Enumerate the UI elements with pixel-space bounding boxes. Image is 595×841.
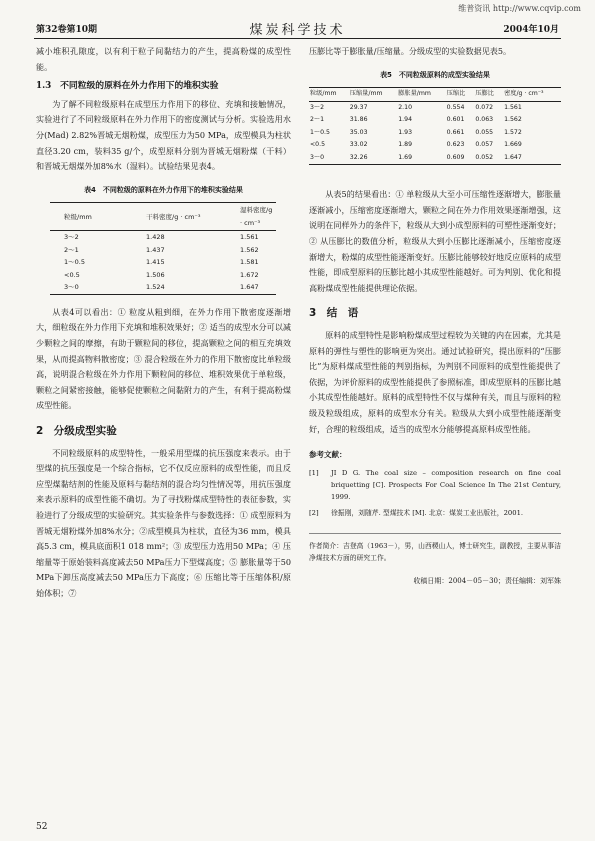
table-cell: 33.02: [349, 141, 368, 149]
volume-label: 第32卷第10期: [36, 25, 98, 35]
table-cell: 3～0: [50, 281, 126, 294]
table-cell: 0.057: [475, 141, 494, 149]
table-cell: 1～0.5: [310, 128, 330, 136]
table4-discussion: 从表4可以看出：① 粒度从粗到细，在外力作用下散密度逐渐增大，细粒级在外力作用下充填和堆积效果好；② 适当的成型水分可以减少颗粒之间的摩擦，有助于颗粒间的移位，提高颗粒之间的相互充填效果，从而提高物料散密度；③ 混合粒级在外力的作用下散密度比单粒级高，说明混合粒级在外力作用下颗粒间的移位、堆积效果优于单粒级，颗粒之间紧密接触，能够促使颗粒之间黏附力的产生，有利于提高粉煤成型性能。: [36, 306, 291, 411]
table-cell: 31.86: [349, 116, 368, 124]
table-cell: <0.5: [310, 141, 326, 149]
section-2-paragraph: 不同粒级原料的成型特性，一般采用型煤的抗压强度来表示。由于型煤的抗压强度是一个综合指标，它不仅反应原料的成型性能，而且反应型煤黏结剂的性能及原料与黏结剂的混合均匀性情况等，用抗压强度来表示原料的成型性能不确切。为了寻找粉煤成型特性的表征参数，实验进行了分级成型的实验研究。其实验条件与参数选择：① 成型原料为晋城无烟粉煤外加8%水分；②成型模具为柱状，直径为36 mm，模具高5.3 cm，模具底面积1 018 mm²；③ 成型压力选用50 MPa；④ 压缩量等于原始装料高度减去50 MPa压力下型煤高度；⑤ 膨胀量等于50 MPa下卸压高度减去50 MPa压力下高度；⑥ 压缩比等于压缩体积/原始体积；⑦: [36, 447, 291, 598]
table-cell: 1.428: [146, 233, 165, 242]
continuation-paragraph: 压膨比等于膨胀量/压缩量。分级成型的实验数据见表5。: [309, 46, 512, 56]
table-row: [309, 127, 561, 140]
table-cell: 2.10: [398, 103, 413, 111]
table-cell: 1.506: [146, 270, 165, 279]
table-cell: <0.5: [64, 270, 80, 279]
table-cell: 1.562: [504, 116, 522, 124]
table-cell: 1.672: [240, 270, 259, 279]
watermark: 维普资讯 http://www.cqvip.com: [458, 4, 581, 13]
table-cell: 1.89: [398, 141, 413, 149]
table-cell: 1.415: [146, 258, 165, 267]
table5-header: 压缩比: [446, 88, 475, 102]
table5-header: 膨胀量/mm: [397, 88, 445, 102]
table-cell: 3～2: [64, 233, 79, 242]
table-cell: 1.93: [398, 128, 413, 136]
table-cell: 0.609: [446, 152, 475, 165]
table-cell: 32.26: [349, 152, 397, 165]
table-cell: 29.37: [349, 103, 368, 111]
table-cell: 1.647: [238, 281, 276, 294]
table-cell: 0.052: [474, 152, 503, 165]
table-cell: 1.669: [504, 141, 522, 149]
table-cell: 0.661: [446, 128, 465, 136]
table-cell: 1.524: [126, 281, 238, 294]
table-cell: 1.647: [503, 152, 561, 165]
received-date: 收稿日期：2004－05－30；责任编辑：刘军姝: [413, 576, 561, 585]
journal-title: 煤炭科学技术: [249, 23, 346, 38]
issue-date: 2004年10月: [503, 25, 559, 35]
left-column: [36, 44, 291, 602]
section-1-3-paragraph: 为了解不同粒级原料在成型压力作用下的移位、充填和接触情况，实验进行了不同粒级原料在外力作用下的密度测试与分析。实验选用水分(Mad) 2.82%晋城无烟粉煤，成型压力为50 MPa，成型模具为柱状直径3.20 cm，装料35 g/个，成型原料分别为晋城无烟粉煤（干料）和晋城无烟煤外加8%水（湿料）。试验结果见表4。: [36, 98, 291, 172]
table-row: [50, 244, 276, 257]
table-row: [50, 269, 276, 282]
table-cell: 1.437: [146, 245, 165, 254]
table-cell: 2～1: [310, 116, 325, 124]
table4: [50, 202, 276, 295]
table-row: [50, 256, 276, 269]
table5-header: 粒级/mm: [309, 88, 349, 102]
section-2-heading: 2 分级成型实验: [36, 425, 117, 437]
table-row: [309, 139, 561, 152]
reference-item: [309, 507, 561, 519]
table5-header: 压缩量/mm: [349, 88, 397, 102]
reference-item: [309, 467, 561, 503]
page-number: 52: [36, 822, 48, 832]
table-cell: 0.554: [446, 103, 465, 111]
table-cell: 0.601: [446, 116, 465, 124]
author-bio: 作者简介：吉登高（1963－），男，山西稷山人，博士研究生，副教授，主要从事洁净煤技术方面的研究工作。: [309, 533, 561, 564]
table5-discussion: 从表5的结果看出：① 单粒级从大至小可压缩性逐渐增大，膨胀量逐渐减小，压缩密度逐渐增大，颗粒之间在外力作用效果逐渐增强，这说明在同样外力的条件下，粒级从大到小成型原料的可塑性逐渐变好；② 从压膨比的数值分析，粒级从大到小压膨比逐渐减小，压缩密度逐渐增大，粉煤的成型性能逐渐变好。压膨比能够较好地反应原料的成型性能，即成型原料的压膨比越小其成型性能越好。可为判别、优化和提高粉煤成型性能提供理论依据。: [309, 189, 561, 293]
table-cell: 1.561: [504, 103, 522, 111]
table4-caption: 表4 不同粒级的原料在外力作用下的堆积实验结果: [84, 185, 243, 194]
table-cell: 0.072: [475, 103, 494, 111]
reference-text: 徐振刚，刘随芹. 型煤技术 [M]. 北京：煤炭工业出版社，2001.: [331, 508, 524, 517]
table-cell: 0.063: [475, 116, 494, 124]
reference-number: [1]: [309, 468, 319, 477]
table4-header: 粒级/mm: [50, 203, 126, 231]
table-cell: 1～0.5: [64, 258, 85, 267]
table-cell: 1.572: [504, 128, 522, 136]
table4-header: 湿料密度/g · cm⁻³: [238, 203, 276, 231]
reference-number: [2]: [309, 508, 319, 517]
table-cell: 1.94: [398, 116, 413, 124]
table-cell: 35.03: [349, 128, 368, 136]
table4-header: 干料密度/g · cm⁻³: [126, 203, 238, 231]
table5-header: 压膨比: [474, 88, 503, 102]
table-cell: 1.561: [240, 233, 259, 242]
intro-paragraph: 减小堆积孔隙度，以有利于粒子间黏结力的产生，提高粉煤的成型性能。: [36, 46, 291, 72]
table-cell: 1.69: [397, 152, 445, 165]
table-row: [309, 101, 561, 114]
references-title: 参考文献：: [309, 450, 347, 460]
reference-text: JI D G. The coal size – composition research on fine coal briquetting [C]. Prospects For Coal Science In The 21st Century, 1999.: [331, 468, 561, 501]
section-1-3-heading: 1.3 不同粒级的原料在外力作用下的堆积实验: [36, 81, 219, 92]
table-row: [309, 152, 561, 165]
table-cell: 3～0: [309, 152, 349, 165]
table-cell: 3～2: [310, 103, 325, 111]
table5-caption: 表5 不同粒级原料的成型实验结果: [380, 70, 490, 79]
table-row: [50, 281, 276, 294]
table5: [309, 87, 561, 165]
table-cell: 0.623: [446, 141, 465, 149]
header-rule: [34, 38, 561, 39]
table-cell: 2～1: [64, 245, 79, 254]
table-cell: 0.055: [475, 128, 494, 136]
table-cell: 1.581: [240, 258, 259, 267]
conclusion-paragraph: 原料的成型特性是影响粉煤成型过程较为关键的内在因素，尤其是原料的弹性与塑性的影响更为突出。通过试验研究，提出原料的“压膨比”为原料煤成型性能的判别指标，为判别不同原料的成型性能提供了依据，为评价原料的成型性能提供了参照标准，即成型原料的压膨比越小其成型性能越好。原料的成型特性不仅与煤种有关，而且与原料的粒级及粒级组成，原料的成型水分有关。粒级从大到小成型性能逐渐变好，合理的粒级组成，适当的成型水分能够提高原料成型性能。: [309, 329, 561, 434]
table5-header: 密度/g · cm⁻³: [503, 88, 561, 102]
table-row: [309, 114, 561, 127]
section-3-heading: 3 结 语: [309, 307, 359, 320]
table-cell: 1.562: [240, 245, 259, 254]
right-column: [309, 44, 561, 589]
table-row: [50, 231, 276, 244]
